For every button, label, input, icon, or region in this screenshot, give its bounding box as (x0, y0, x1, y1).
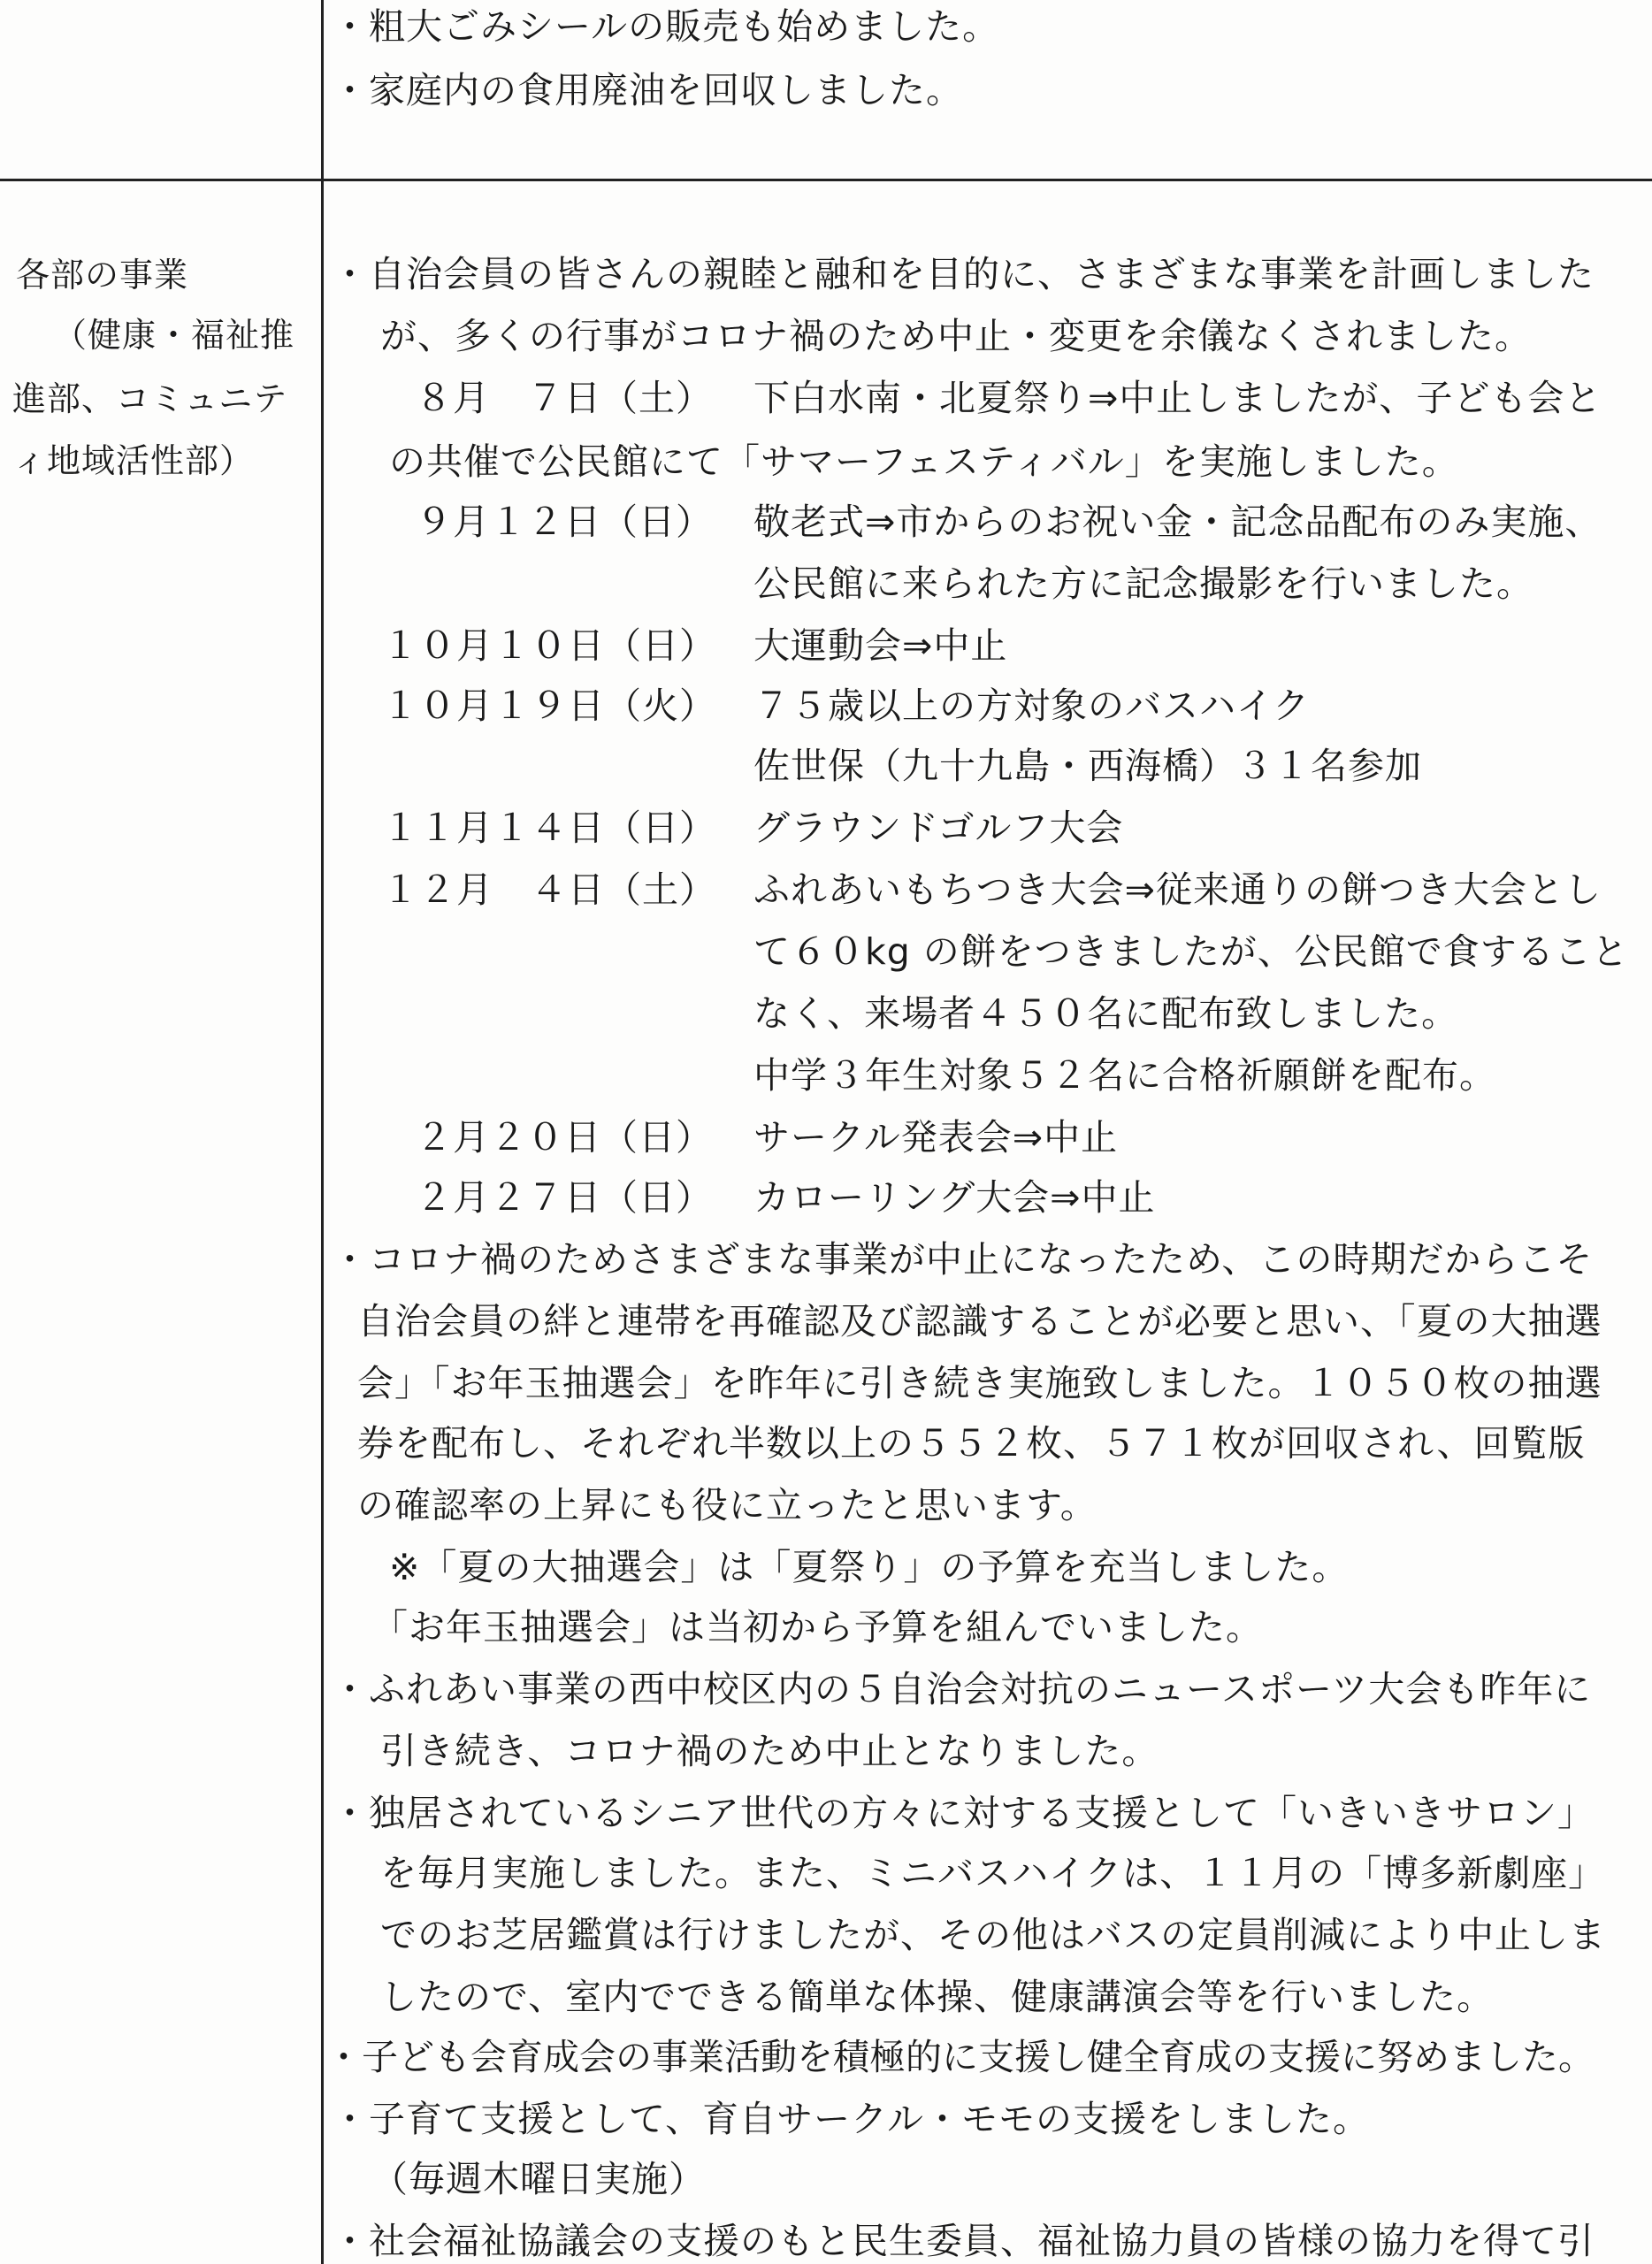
event-desc: 佐世保（九十九島・西海橋）３１名参加 (753, 745, 1422, 787)
section-label-2: （健康・福祉推 (53, 316, 295, 355)
section-label-1: 各部の事業 (16, 256, 189, 294)
event-desc: 公民館に来られた方に記念撮影を行いました。 (753, 562, 1533, 605)
paragraph-line: ※「夏の大抽選会」は「夏祭り」の予算を充当しました。 (389, 1546, 1350, 1588)
event-desc: グラウンドゴルフ大会 (753, 807, 1124, 849)
top-line-1: ・粗大ごみシールの販売も始めました。 (332, 5, 1000, 48)
event-date: １１月１４日（日） (382, 807, 716, 849)
event-date: ９月１２日（日） (416, 501, 713, 543)
paragraph-line: 券を配布し、それぞれ半数以上の５５２枚、５７１枚が回収され、回覧版 (357, 1422, 1586, 1465)
event-desc: サークル発表会⇒中止 (753, 1116, 1119, 1159)
event-desc: カローリング大会⇒中止 (753, 1176, 1156, 1219)
event-date: １０月１０日（日） (382, 624, 716, 667)
top-line-2: ・家庭内の食用廃油を回収しました。 (332, 69, 963, 111)
paragraph-line: の確認率の上昇にも役に立ったと思います。 (357, 1484, 1098, 1526)
paragraph-line: ・ふれあい事業の西中校区内の５自治会対抗のニュースポーツ大会も昨年に (332, 1668, 1592, 1710)
event-desc: の共催で公民館にて「サマーフェスティバル」を実施しました。 (389, 440, 1459, 483)
event-desc: ふれあいもちつき大会⇒従来通りの餅つき大会とし (753, 868, 1602, 911)
paragraph-line: ・コロナ禍のためさまざまな事業が中止になったため、この時期だからこそ (332, 1238, 1594, 1281)
table-row-divider (0, 179, 1652, 181)
paragraph-line: （毎週木曜日実施） (371, 2158, 706, 2200)
paragraph-line: 会」「お年玉抽選会」を昨年に引き続き実施致しました。１０５０枚の抽選 (357, 1362, 1602, 1404)
paragraph-line: を毎月実施しました。また、ミニバスハイクは、１１月の「博多新劇座」 (380, 1852, 1606, 1894)
paragraph-line: 引き続き、コロナ禍のため中止となりました。 (380, 1730, 1159, 1772)
paragraph-line: ・子ども会育成会の事業活動を積極的に支援し健全育成の支援に努めました。 (325, 2036, 1595, 2078)
table-column-divider (321, 0, 324, 2264)
paragraph-line: ・子育て支援として、育自サークル・モモの支援をしました。 (332, 2098, 1370, 2140)
event-desc: 中学３年生対象５２名に合格祈願餅を配布。 (753, 1054, 1496, 1097)
paragraph-line: 自治会員の絆と連帯を再確認及び認識することが必要と思い、「夏の大抽選 (357, 1300, 1602, 1342)
event-desc: 大運動会⇒中止 (753, 624, 1008, 667)
intro-line-1: ・自治会員の皆さんの親睦と融和を目的に、さまざまな事業を計画しました (332, 253, 1595, 295)
event-desc: て６０kg の餅をつきましたが、公民館で食すること (753, 930, 1629, 973)
intro-line-2: が、多くの行事がコロナ禍のため中止・変更を余儀なくされました。 (380, 315, 1532, 357)
event-desc: 下白水南・北夏祭り⇒中止しましたが、子ども会と (753, 377, 1602, 419)
paragraph-line: ・独居されているシニア世代の方々に対する支援として「いきいきサロン」 (332, 1792, 1595, 1834)
event-desc: 敬老式⇒市からのお祝い金・記念品配布のみ実施、 (753, 501, 1602, 543)
event-date: ８月 ７日（土） (416, 377, 713, 419)
event-desc: ７５歳以上の方対象のバスハイク (753, 685, 1311, 727)
section-label-3: 進部、コミュニテ (12, 379, 288, 418)
paragraph-line: でのお芝居鑑賞は行けましたが、その他はバスの定員削減により中止しま (380, 1914, 1606, 1956)
paragraph-line: ・社会福祉協議会の支援のもと民生委員、福祉協力員の皆様の協力を得て引 (332, 2220, 1595, 2262)
event-date: １２月 ４日（土） (382, 868, 716, 911)
event-date: １０月１９日（火） (382, 685, 716, 727)
event-date: ２月２７日（日） (416, 1176, 713, 1219)
section-label-4: ィ地域活性部） (12, 441, 255, 480)
paragraph-line: したので、室内でできる簡単な体操、健康講演会等を行いました。 (380, 1976, 1495, 2018)
event-desc: なく、来場者４５０名に配布致しました。 (753, 992, 1459, 1035)
paragraph-line: 「お年玉抽選会」は当初から予算を組んでいました。 (371, 1606, 1263, 1648)
event-date: ２月２０日（日） (416, 1116, 713, 1159)
